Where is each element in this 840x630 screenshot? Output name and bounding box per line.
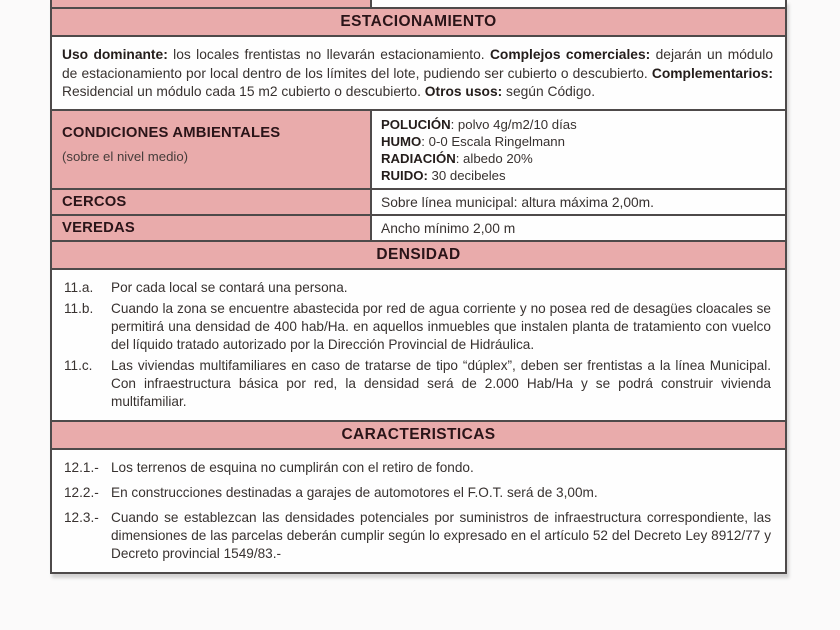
estacionamiento-body-row [52,35,785,109]
item-number: 11.b. [64,300,94,316]
veredas-label: VEREDAS [52,216,372,240]
item-number: 11.c. [64,357,93,373]
section-header-estacionamiento [52,7,785,35]
condiciones-ambientales-label: CONDICIONES AMBIENTALES [62,124,281,141]
estacionamiento-paragraph [52,37,785,109]
zoning-code-table [50,0,787,574]
cercos-label: CERCOS [52,190,372,214]
item-number: 11.a. [64,279,94,295]
veredas-row [52,214,785,240]
section-title-caracteristicas: CARACTERISTICAS [52,422,785,448]
condiciones-ambientales-sublabel: (sobre el nivel medio) [62,148,189,164]
condiciones-ambientales-label-cell [52,111,372,188]
densidad-items [52,270,785,420]
amb-term-ruido: RUIDO: [381,167,428,183]
section-header-caracteristicas [52,420,785,448]
amb-line-radiacion [381,150,779,167]
section-title-densidad: DENSIDAD [52,242,785,268]
amb-line-polucion [381,116,779,133]
item-text: Por cada local se contará una persona. [111,279,348,295]
densidad-item-11c [64,357,771,411]
caracteristicas-items [52,450,785,572]
caracteristicas-item-122 [64,484,771,502]
truncated-top-row-label-cell [52,0,372,7]
section-title-estacionamiento: ESTACIONAMIENTO [52,9,785,35]
condiciones-ambientales-value-cell [372,111,785,188]
densidad-item-11b [64,300,771,354]
caracteristicas-body-row [52,448,785,572]
parking-term-uso-dominante: Uso dominante: [62,47,168,62]
section-header-densidad [52,240,785,268]
amb-term-radiacion: RADIACIÓN [381,150,456,166]
veredas-value: Ancho mínimo 2,00 m [372,216,785,240]
amb-line-humo [381,133,779,150]
parking-text-1: dejarán un módulo de estacionamiento por local dentro de los límites del lote, pudiendo ser cubierto o descubierto. [62,47,774,81]
amb-text-humo: : 0-0 Escala Ringelmann [421,133,565,149]
item-text: Cuando la zona se encuentre abastecida por red de agua corriente y no posea red de desagües cloacales se permitirá una densidad de 400 hab/Ha. en aquellos inmuebles que instalen planta de tratamiento con vuelco del líquido tratado autorizado por la Dirección Provincial de Hidráulica. [111,300,771,352]
densidad-body-row [52,268,785,420]
parking-text-3: según Código. [502,84,596,99]
parking-text-0: los locales frentistas no llevarán estacionamiento. [167,47,490,62]
parking-term-otros-usos: Otros usos: [424,84,503,99]
caracteristicas-item-121 [64,459,771,477]
item-text: Cuando se establezcan las densidades potenciales por suministros de infraestructura correspondiente, las dimensiones de las parcelas deberán cumplir según lo expresado en el artículo 52 del Decreto Ley 8912/77 y Decreto provincial 1549/83.- [111,509,771,561]
item-text: Las viviendas multifamiliares en caso de tratarse de tipo “dúplex”, deben ser frentistas a la línea Municipal. Con infraestructura básica por red, la densidad será de 2.000 Hab/Ha y se podrá construir vivienda multifamiliar. [111,357,771,409]
amb-text-polucion: : polvo 4g/m2/10 días [450,116,577,132]
item-number: 12.2.- [64,484,99,500]
condiciones-ambientales-row [52,109,785,188]
cercos-value: Sobre línea municipal: altura máxima 2,00m. [372,190,785,214]
parking-term-complejos-comerciales: Complejos comerciales: [489,47,651,62]
parking-term-complementarios: Complementarios: [651,65,773,81]
amb-text-ruido: 30 decibeles [427,167,506,183]
truncated-top-row-value-cell [372,0,785,7]
item-text: Los terrenos de esquina no cumplirán con el retiro de fondo. [111,459,474,475]
amb-term-humo: HUMO [381,133,422,149]
caracteristicas-item-123 [64,509,771,563]
item-number: 12.1.- [64,459,99,475]
parking-text-2: Residencial un módulo cada 15 m2 cubierto o descubierto. [62,84,425,99]
amb-term-polucion: POLUCIÓN [381,116,451,132]
densidad-item-11a [64,279,771,297]
cercos-row [52,188,785,214]
item-number: 12.3.- [64,509,99,525]
amb-text-radiacion: : albedo 20% [455,150,533,166]
truncated-top-row [52,0,785,7]
amb-line-ruido [381,167,779,184]
item-text: En construcciones destinadas a garajes de automotores el F.O.T. será de 3,00m. [111,484,598,500]
